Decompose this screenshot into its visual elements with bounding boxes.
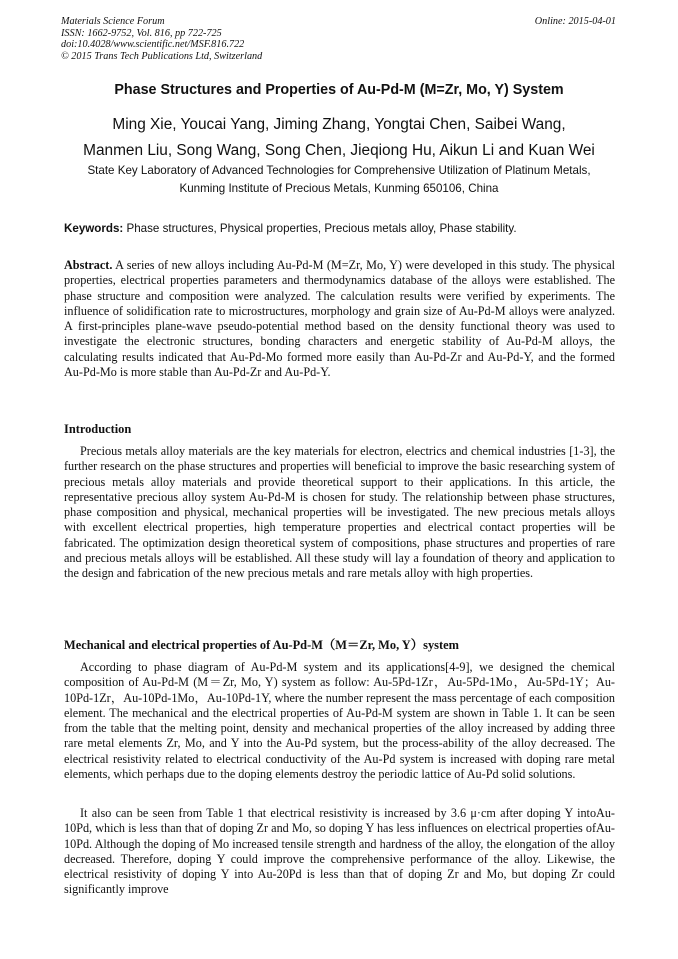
mechanical-paragraph-2: It also can be seen from Table 1 that electrical resistivity is increased by 3.6 μ·cm after doping Y intoAu-10Pd, which is less than that of doping Zr and Mo, so doping Y has less influences on electrical properties ofAu-10Pd. Although the doping of Mo increased tensile strength and hardness of the alloy, the elongation of the alloy decreased. Therefore, doping Y could improve the comprehensive performance of the alloy. Likewise, the electrical resistivity of doping Y into Au-20Pd is less than that of doping Zr and Mo, but doping Zr could significantly improve: [64, 806, 615, 897]
authors-line-2: Manmen Liu, Song Wang, Song Chen, Jieqiong Hu, Aikun Li and Kuan Wei: [83, 142, 595, 159]
copyright-line: © 2015 Trans Tech Publications Ltd, Switzerland: [61, 50, 263, 62]
mechanical-paragraph-1: According to phase diagram of Au-Pd-M system and its applications[4-9], we designed the chemical composition of Au-Pd-M (M＝Zr, Mo, Y) system as follow: Au-5Pd-1Zr，Au-5Pd-1Mo，Au-5Pd-1Y；Au-10Pd-1Zr，Au-10Pd-1Mo，Au-10Pd-1Y, where the number represent the mass percentage of each composition element. The mechanical and the electrical properties of Au-Pd-M system are shown in Table 1. It can be seen from the table that the melting point, density and mechanical properties of the alloy increased by adding three rare metal elements Zr, Mo, and Y into the Au-Pd system, but the process-ability of the alloy decreased. The electrical resistivity related to electrical conductivity of the Au-Pd system is increased with doping rare metal elements, which perhaps due to the doping elements destroy the periodic lattice of Au-Pd solid solutions.: [64, 660, 615, 782]
affiliation-line-2: Kunming Institute of Precious Metals, Kunming 650106, China: [179, 182, 499, 195]
abstract-text: A series of new alloys including Au-Pd-M (M=Zr, Mo, Y) were developed in this study. The physical properties, electrical properties parameters and thermodynamics database of the alloys were established. The phase structure and composition were analyzed. The calculation results were verified by experiments. The influence of solidification rate to microstructures, morphology and grain size of Au-Pd-M alloys were analyzed. A first-principles plane-wave pseudo-potential method based on the density functional theory was used to investigate the electronic structures, bonding characters and energetic stability of Au-Pd-M alloys, the calculating results indicated that Au-Pd-Mo formed more easily than Au-Pd-Zr and Au-Pd-Y, and the formed Au-Pd-Mo is more stable than Au-Pd-Zr and Au-Pd-Y.: [64, 258, 615, 380]
authors-line-1: Ming Xie, Youcai Yang, Jiming Zhang, Yongtai Chen, Saibei Wang,: [112, 116, 566, 133]
journal-name: Materials Science Forum: [61, 16, 165, 27]
keywords: [64, 221, 616, 237]
issn-line: ISSN: 1662-9752, Vol. 816, pp 722-725: [61, 27, 222, 39]
introduction-paragraph: Precious metals alloy materials are the key materials for electron, electrics and chemical industries [1-3], the further research on the phase structures and properties will beneficial to improve the basic researching system of precious metals alloy materials and provide theoretical support to their applications. In this article, the representative precious alloy system Au-Pd-M is chosen for study. The relationship between phase structures, phase composition and physical, mechanical properties will be investigated. The new precious metals alloys with excellent electrical properties, high temperature properties and electrical contact properties will be fabricated. The optimization design theoretical system of compositions, phase structures and properties of rare and precious metals alloys will be established. All these study will lay a foundation of theory and application to the design and fabrication of the new precious metals and rare metals alloy with high properties.: [64, 444, 615, 581]
journal-header: [61, 16, 262, 62]
author-list: [50, 112, 628, 164]
doi-line: doi:10.4028/www.scientific.net/MSF.816.722: [61, 39, 245, 51]
keywords-text: Phase structures, Physical properties, Precious metals alloy, Phase stability.: [123, 222, 517, 235]
affiliation-line-1: State Key Laboratory of Advanced Technologies for Comprehensive Utilization of Platinum Metals,: [87, 164, 591, 177]
online-date: Online: 2015-04-01: [534, 16, 616, 27]
abstract: [64, 258, 615, 380]
keywords-label: Keywords:: [64, 222, 124, 235]
affiliation: [50, 162, 628, 198]
mechanical-heading: Mechanical and electrical properties of Au-Pd-M（M＝Zr, Mo, Y）system: [64, 638, 459, 652]
paper-title: Phase Structures and Properties of Au-Pd-M (M=Zr, Mo, Y) System: [114, 82, 564, 98]
abstract-label: Abstract.: [64, 258, 113, 272]
introduction-heading: Introduction: [64, 422, 132, 436]
